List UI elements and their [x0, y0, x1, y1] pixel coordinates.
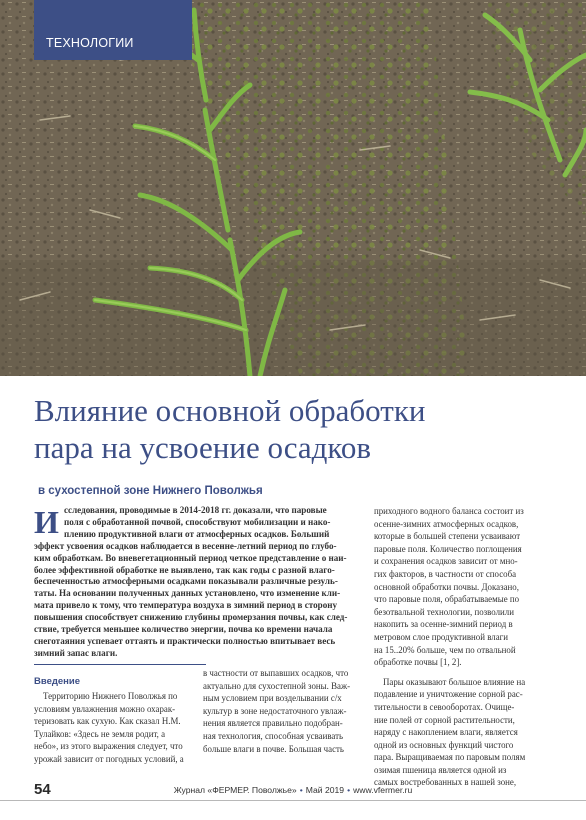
lead-line: снеготаяния успевает оттаять и практически полностью впитывает весь [34, 635, 336, 646]
article-lead [34, 505, 366, 660]
body-line: основной обработки почвы. Доказано, [374, 581, 519, 592]
body-line: ным условием при возделывании с/х [203, 693, 342, 704]
body-line: ние полей от сорной растительности, [374, 714, 515, 725]
lead-line: поля с обработанной почвой, способствуют мобилизации и нако- [64, 516, 331, 527]
lead-line: беспеченностью атмосферными осадками показывали различные резуль- [34, 576, 338, 587]
body-column-3 [374, 505, 544, 789]
body-line: гих факторов, в частности от способа [374, 568, 517, 579]
body-line: озимая пшеница является одной из [374, 764, 507, 775]
body-line: тительности в севооборотах. Очище- [374, 701, 515, 712]
body-line: теризовать как сухую. Как сказал Н.М. [34, 716, 181, 727]
article-title-line: Влияние основной обработки [34, 393, 426, 428]
body-line: нения является правильно подобран- [203, 718, 343, 729]
body-line: приходного водного баланса состоит из [374, 506, 524, 516]
body-line: наряду с накоплением влаги, является [374, 727, 518, 738]
footer-rule [0, 800, 586, 801]
body-line: на 15..20% больше, чем по отвальной [374, 644, 516, 655]
lead-line: ким обработкам. Во вневегетационный период четкое представление о наи- [34, 552, 347, 563]
body-line: накопить за осенне-зимний период в [374, 619, 513, 630]
lead-line: ствие, требуется меньшее количество энергии, почва ко времени начала [34, 624, 333, 635]
lead-line: более эффективной обработке не выявлено, так как годы с разной влаго- [34, 564, 335, 575]
body-line: Территорию Нижнего Поволжья по [43, 691, 178, 701]
footer-info [0, 785, 586, 795]
body-line: Тулайков: «Здесь не земля родит, а [34, 728, 166, 739]
body-line: ная технология, способная усваивать [203, 730, 344, 741]
body-line: урожай зависит от погодных условий, а [34, 753, 184, 764]
body-line: Пары оказывают большое влияние на [383, 676, 526, 687]
footer-separator: • [299, 785, 303, 795]
article-title [34, 392, 564, 466]
body-column-1 [34, 690, 194, 766]
body-line: пара. Выращиваемая по паровым полям [374, 752, 526, 763]
lead-line: сследования, проводимые в 2014-2018 гг. доказали, что паровые [64, 505, 327, 515]
body-line: в частности от выпавших осадков, что [203, 668, 349, 678]
lead-line: таты. На основании полученных данных установлено, что изменение кли- [34, 588, 341, 599]
body-line: больше влаги в почве. Большая часть [203, 743, 344, 754]
body-column-2 [203, 667, 363, 755]
journal-name: Журнал «ФЕРМЕР. Поволжье» [173, 785, 297, 795]
drop-cap: И [34, 504, 59, 540]
body-line: безотвальной технологии, позволили [374, 606, 514, 617]
lead-line: мата привело к тому, что температура воздуха в зимний период в сторону [34, 600, 338, 611]
section-tag [34, 0, 192, 60]
body-line: актуально для сухостепной зоны. Важ- [203, 680, 351, 691]
body-line: которые в большей степени усваивают [374, 531, 521, 542]
page-number: 54 [34, 781, 51, 798]
lead-line: повышения способствует снижению глубины промерзания почвы, как след- [34, 612, 348, 623]
body-line: культур в зоне недостаточного увлаж- [203, 705, 347, 716]
footer-separator: • [347, 785, 351, 795]
body-line: подавление и уничтожение сорной рас- [374, 689, 523, 700]
article-subtitle: в сухостепной зоне Нижнего Поволжья [38, 485, 263, 497]
body-line: паровые поля. Количество поглощения [374, 543, 522, 554]
lead-line: плению продуктивной влаги от атмосферных осадков. Больший [64, 528, 330, 539]
body-line: метровом слое продуктивной влаги [374, 631, 509, 642]
body-line: небо», из этого выражения следует, что [34, 741, 183, 752]
body-line: осенне-зимних атмосферных осадков, [374, 518, 519, 529]
body-line: одной из основных функций чистого [374, 739, 514, 750]
body-line: обработке почвы [1, 2]. [374, 657, 462, 668]
article-title-line: пара на усвоение осадков [34, 430, 372, 465]
intro-heading: Введение [34, 676, 81, 687]
intro-divider [34, 664, 206, 665]
section-tag-label: ТЕХНОЛОГИИ [46, 36, 134, 50]
lead-line: эффект усвоения осадков наблюдается в весенне-летний период по глубо- [34, 540, 337, 551]
issue-date: Май 2019 [305, 785, 345, 795]
body-line: условиям увлажнения можно охарак- [34, 703, 176, 714]
body-line: что паровые поля, обрабатываемые по [374, 594, 520, 605]
lead-line: зимний запас влаги. [34, 647, 118, 658]
website-link[interactable]: www.vfermer.ru [353, 785, 413, 795]
body-line: и сохранения осадков зависит от мно- [374, 556, 518, 567]
body-line: самых востребованных в нашей зоне, [374, 777, 517, 788]
article-photo [0, 0, 586, 376]
paragraph-gap [374, 669, 544, 676]
